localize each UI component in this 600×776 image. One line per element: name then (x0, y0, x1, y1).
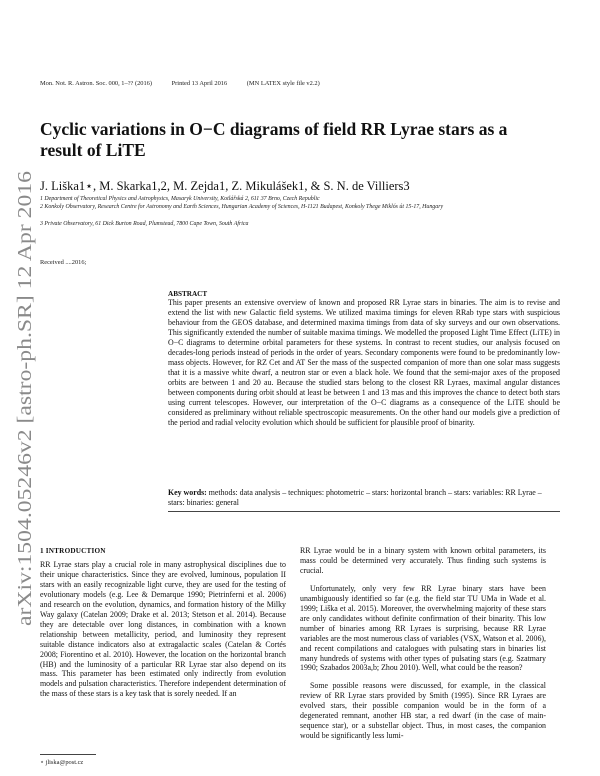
abstract-heading: ABSTRACT (168, 290, 208, 298)
abstract-text: This paper presents an extensive overview of known and proposed RR Lyrae stars in binaries. The aim is to revise and extend the list with new Galactic field systems. We utilized maxima timings for eleven RRab type stars with suspicious behaviour from the GEOS database, and determined maxima timings from data of sky surveys and our own observations. This significantly extended the number of suitable maxima timings. We modelled the proposed Light Time Effect (LiTE) in O−C diagrams to determine orbital parameters for these systems. In contrast to recent studies, our analysis focused on decades-long periods instead of periods in the order of years. Secondary components were found to be predominantly low-mass objects. However, for RZ Cet and AT Ser the mass of the suspected companion of more than one solar mass suggests that it is a massive white dwarf, a neutron star or even a black hole. We found that the semi-major axes of the proposed orbits are between 1 and 20 au. Because the studied stars belong to the closest RR Lyraes, maximal angular distances between components during orbit should at least be between 1 and 13 mas and this improves the chance to detect both stars using current telescopes. However, our interpretation of the O−C diagrams as a consequence of the LiTE should be considered as preliminary without reliable spectroscopic measurements. On the other hand our models give a prediction of the period and radial velocity evolution which should be sufficient for plausible proof of binarity. (168, 298, 560, 427)
journal-header (40, 80, 338, 87)
affiliation-2: 2 Konkoly Observatory, Research Centre for Astronomy and Earth Sciences, Hungarian Academy of Sciences, H-1121 Budapest, Konkoly Thege Miklós út 15-17, Hungary (40, 204, 444, 210)
right-column (300, 546, 546, 741)
intro-paragraph-1: RR Lyrae stars play a crucial role in many astrophysical disciplines due to their unique characteristics. Since they are evolved, luminous, population II stars with an easily recognizable light curve, they are used for the testing of evolutionary models (e.g. Lee & Demarque 1990; Pietrinferni et al. 2006) and research on the evolution, dynamics, and formation history of the Milky Way galaxy (Catelan 2009; Drake et al. 2013; Stetson et al. 2014). Because they are detectable over long distances, in combination with a known relationship between metallicity, period, and luminosity they represent suitable distance indicators also at extragalactic scales (Catelan & Cortés 2008; Fiorentino et al. 2010). However, the location on the horizontal branch (HB) and the luminosity of a particular RR Lyrae star also depend on its mass. This parameter has been estimated only indirectly from evolution models and pulsation characteristics. Therefore independent determination of the mass of these stars is a key task that is sorely needed. If an (40, 560, 286, 699)
footnote-email: ⋆ jliska@post.cz (40, 759, 84, 766)
affiliation-3: 3 Private Observatory, 61 Dick Burton Road, Plumstead, 7800 Cape Town, South Africa (40, 221, 249, 227)
keywords-label: Key words: (168, 488, 207, 497)
journal-citation: Mon. Not. R. Astron. Soc. 000, 1–?? (2016) (40, 80, 153, 87)
affiliation-1: 1 Department of Theoretical Physics and Astrophysics, Masaryk University, Kotlářská 2, 611 37 Brno, Czech Republic (40, 196, 320, 202)
keywords (168, 488, 560, 508)
left-column (40, 560, 286, 699)
abstract-rule (168, 511, 560, 512)
arxiv-id: arXiv:1504.05246v2 [astro-ph.SR] 12 Apr 2016 (15, 251, 36, 626)
author-list: J. Liška1⋆, M. Skarka1,2, M. Zejda1, Z. Mikulášek1, & S. N. de Villiers3 (40, 179, 410, 193)
intro-paragraph-3: Unfortunately, only very few RR Lyrae binary stars have been unambiguously identified so far (e.g. the field star TU UMa in Wade et al. 1999; Liška et al. 2015). Moreover, the overwhelming majority of these stars are only candidates without definite confirmation of their binarity. This low number of binaries among RR Lyraes is surprising, because RR Lyrae variables are the most numerous class of variables (VSX, Watson et al. 2006), and recent compilations and catalogues with pulsating stars in binaries list many hundreds of systems with other types of pulsating stars (e.g. Szatmary 1990; Szabados 2003a,b; Zhou 2010). Well, what could be the reason? (300, 583, 546, 673)
footnote-rule (40, 754, 96, 755)
intro-paragraph-4: Some possible reasons were discussed, for example, in the classical review of RR Lyrae stars provided by Smith (1995). Since RR Lyraes are evolved stars, their possible companion would be in the form of a degenerated remnant, another HB star, a red dwarf (in the case of main-sequence star), or a substellar object. Thus, in most cases, the companion would be significantly less lumi- (300, 681, 546, 741)
received-date: Received ....2016; (40, 259, 87, 266)
keywords-text: methods: data analysis – techniques: photometric – stars: horizontal branch – stars: variables: RR Lyrae – stars: binaries: general (168, 488, 542, 508)
arxiv-stamp (9, 166, 37, 626)
section-heading: 1 INTRODUCTION (40, 547, 106, 555)
intro-paragraph-2: RR Lyrae would be in a binary system with known orbital parameters, its mass could be determined very accurately. Thus finding such systems is crucial. (300, 546, 546, 575)
printed-date: Printed 13 April 2016 (171, 80, 228, 87)
style-note: (MN LATEX style file v2.2) (246, 80, 320, 87)
arxiv-stamp-svg (9, 166, 37, 626)
paper-title: Cyclic variations in O−C diagrams of field RR Lyrae stars as a result of LiTE (40, 119, 508, 160)
